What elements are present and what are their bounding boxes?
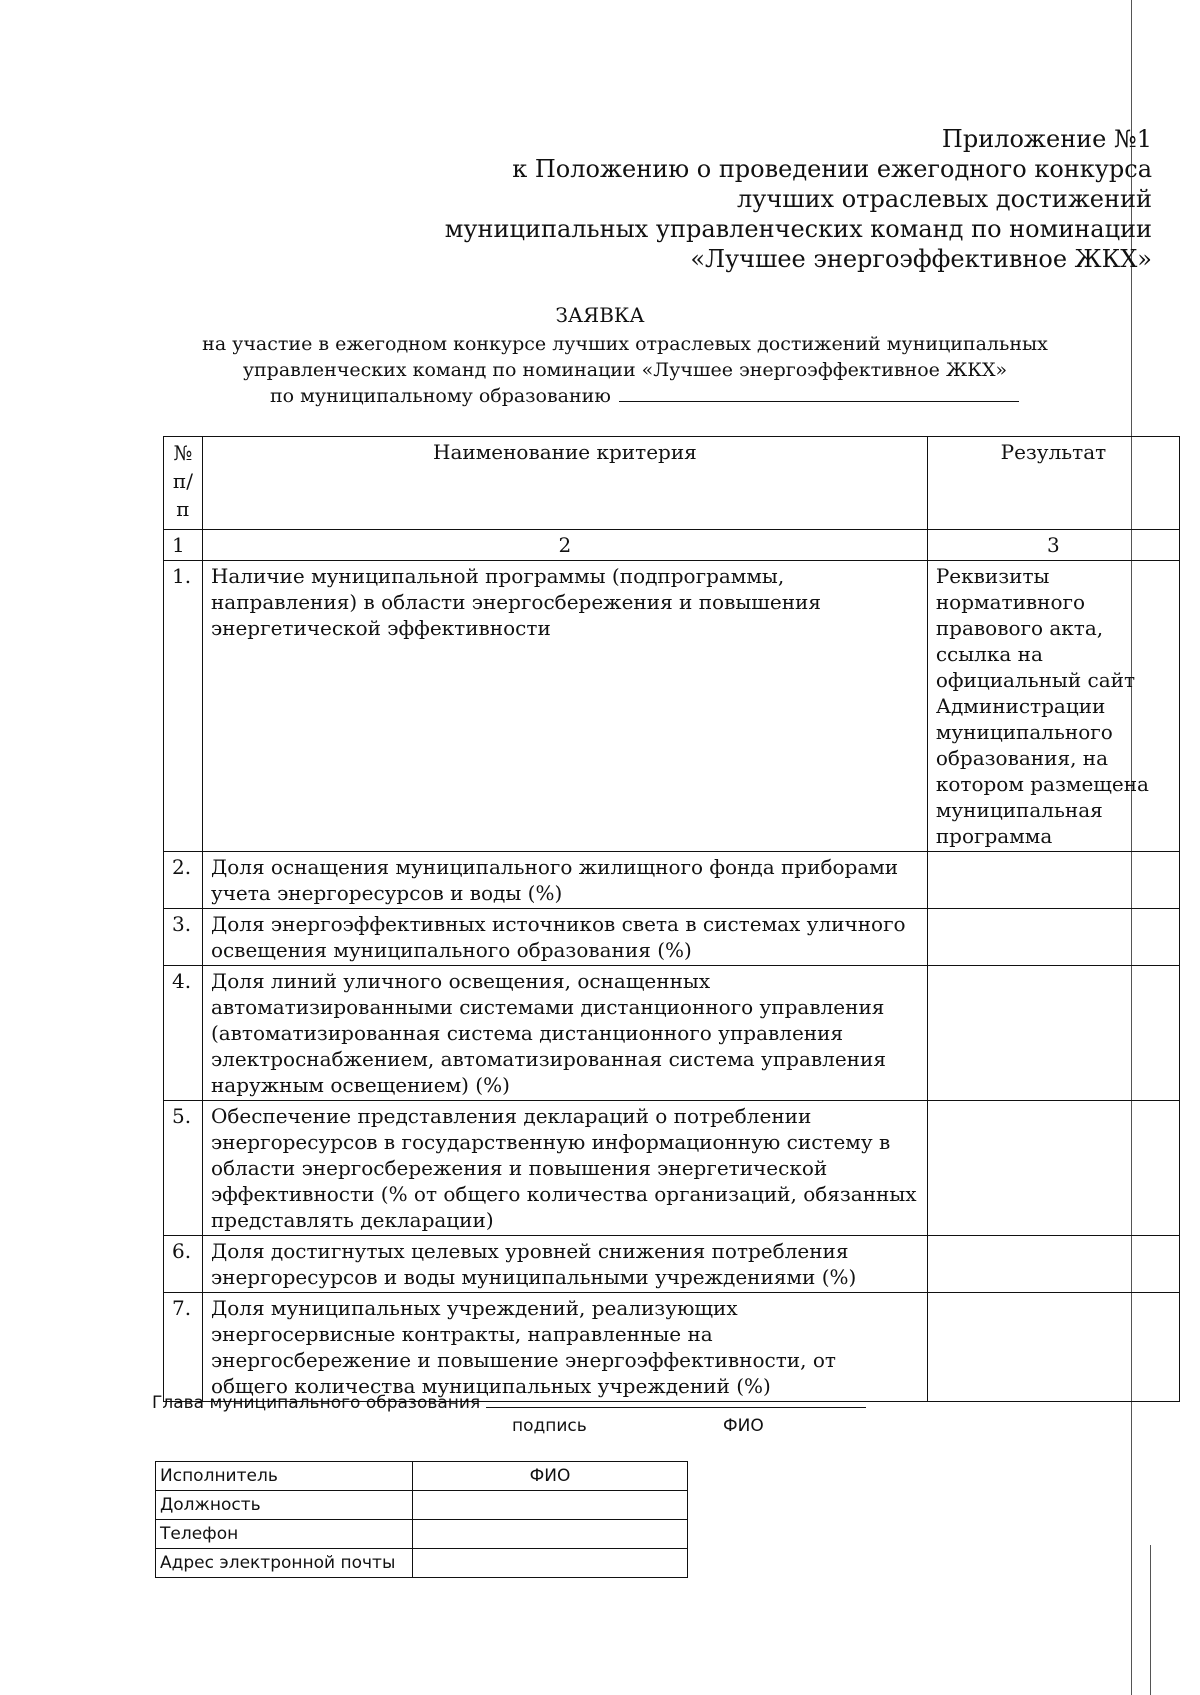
municipality-label: по муниципальному образованию bbox=[270, 385, 611, 407]
table-row bbox=[164, 909, 1180, 966]
row-result: Реквизиты нормативного правового акта, ссылка на официальный сайт Администрации муниципального образования, на котором размещена муниципальная программа bbox=[927, 561, 1179, 852]
row-result bbox=[927, 1101, 1179, 1236]
table-header-row bbox=[164, 437, 1180, 530]
appendix-line: Приложение №1 bbox=[941, 125, 1152, 153]
scan-edge-line bbox=[1150, 1545, 1151, 1695]
appendix-header bbox=[392, 124, 1152, 274]
row-number: 4. bbox=[164, 966, 203, 1101]
row-number: 7. bbox=[164, 1293, 203, 1402]
contacts-value bbox=[413, 1491, 688, 1520]
column-number-row bbox=[164, 530, 1180, 561]
table-row bbox=[164, 1101, 1180, 1236]
table-row bbox=[164, 1236, 1180, 1293]
subtitle-line: на участие в ежегодном конкурсе лучших отраслевых достижений муниципальных bbox=[202, 333, 1048, 355]
row-result bbox=[927, 1293, 1179, 1402]
contacts-row bbox=[156, 1520, 688, 1549]
row-criterion: Доля линий уличного освещения, оснащенных автоматизированными системами дистанционного управления (автоматизированная система дистанционного управления электроснабжением, автоматизированная система управления наружным освещением) (%) bbox=[202, 966, 927, 1101]
table-row bbox=[164, 561, 1180, 852]
signature-blank bbox=[486, 1393, 866, 1408]
document-subtitle bbox=[150, 331, 1100, 383]
row-number: 6. bbox=[164, 1236, 203, 1293]
contacts-label: Должность bbox=[156, 1491, 413, 1520]
contacts-table bbox=[155, 1461, 688, 1578]
row-criterion: Наличие муниципальной программы (подпрограммы, направления) в области энергосбережения и повышения энергетической эффективности bbox=[202, 561, 927, 852]
subtitle-line: управленческих команд по номинации «Лучшее энергоэффективное ЖКХ» bbox=[242, 359, 1008, 381]
row-criterion: Доля достигнутых целевых уровней снижения потребления энергоресурсов и воды муниципальными учреждениями (%) bbox=[202, 1236, 927, 1293]
head-label: Глава муниципального образования bbox=[152, 1393, 481, 1413]
contacts-row bbox=[156, 1462, 688, 1491]
row-result bbox=[927, 966, 1179, 1101]
criteria-table bbox=[163, 436, 1180, 1402]
contacts-value bbox=[413, 1549, 688, 1578]
appendix-line: к Положению о проведении ежегодного конкурса bbox=[512, 155, 1152, 183]
table-row bbox=[164, 966, 1180, 1101]
appendix-line: «Лучшее энергоэффективное ЖКХ» bbox=[690, 245, 1152, 273]
appendix-line: муниципальных управленческих команд по номинации bbox=[444, 215, 1152, 243]
document-title: ЗАЯВКА bbox=[555, 303, 645, 327]
table-row bbox=[164, 1293, 1180, 1402]
row-result bbox=[927, 909, 1179, 966]
header-criterion: Наименование критерия bbox=[202, 437, 927, 530]
column-number: 1 bbox=[164, 530, 203, 561]
row-result bbox=[927, 852, 1179, 909]
municipality-blank bbox=[619, 383, 1019, 402]
row-number: 5. bbox=[164, 1101, 203, 1236]
contacts-label: Телефон bbox=[156, 1520, 413, 1549]
column-number: 2 bbox=[202, 530, 927, 561]
name-caption: ФИО bbox=[723, 1416, 764, 1436]
signature-caption: подпись bbox=[512, 1416, 587, 1436]
contacts-value bbox=[413, 1520, 688, 1549]
row-criterion: Доля муниципальных учреждений, реализующих энергосервисные контракты, направленные на энергосбережение и повышение энергоэффективности, от общего количества муниципальных учреждений (%) bbox=[202, 1293, 927, 1402]
column-number: 3 bbox=[927, 530, 1179, 561]
header-result: Результат bbox=[927, 437, 1179, 530]
header-number: № п/ п bbox=[164, 437, 203, 530]
contacts-row bbox=[156, 1549, 688, 1578]
row-number: 1. bbox=[164, 561, 203, 852]
head-signature-line bbox=[152, 1393, 866, 1413]
row-number: 3. bbox=[164, 909, 203, 966]
municipality-field bbox=[270, 383, 1019, 407]
row-criterion: Обеспечение представления деклараций о потреблении энергоресурсов в государственную информационную систему в области энергосбережения и повышения энергетической эффективности (% от общего количества организаций, обязанных представлять декларации) bbox=[202, 1101, 927, 1236]
contacts-label: Адрес электронной почты bbox=[156, 1549, 413, 1578]
contacts-value: ФИО bbox=[413, 1462, 688, 1491]
row-criterion: Доля оснащения муниципального жилищного фонда приборами учета энергоресурсов и воды (%) bbox=[202, 852, 927, 909]
row-result bbox=[927, 1236, 1179, 1293]
row-criterion: Доля энергоэффективных источников света в системах уличного освещения муниципального образования (%) bbox=[202, 909, 927, 966]
contacts-row bbox=[156, 1491, 688, 1520]
row-number: 2. bbox=[164, 852, 203, 909]
appendix-line: лучших отраслевых достижений bbox=[737, 185, 1152, 213]
table-row bbox=[164, 852, 1180, 909]
contacts-label: Исполнитель bbox=[156, 1462, 413, 1491]
